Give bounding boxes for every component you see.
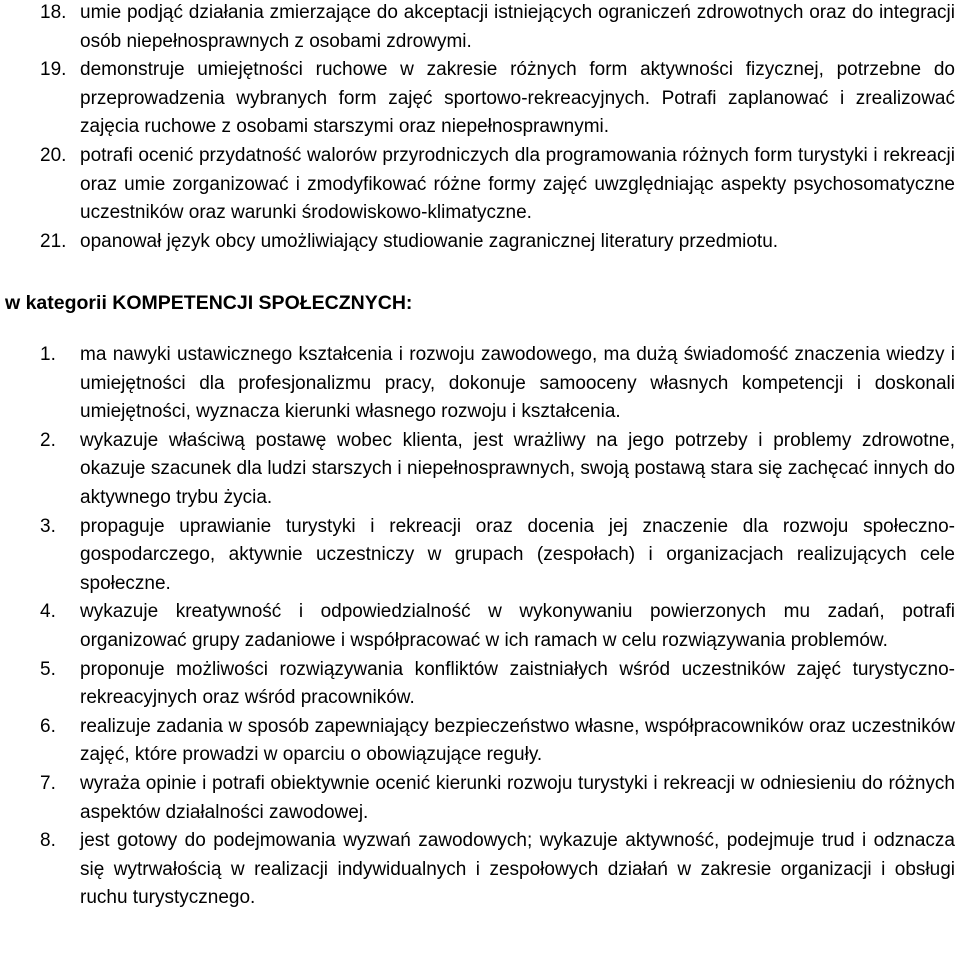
numbered-list [0, 341, 960, 913]
list-item-text: umie podjąć działania zmierzające do akceptacji istniejących ograniczeń zdrowotnych oraz do integracji osób niepełnosprawnych z osobami zdrowymi. [80, 2, 955, 52]
list-item-text: wykazuje kreatywność i odpowiedzialność w wykonywaniu powierzonych mu zadań, potrafi organizować grupy zadaniowe i współpracować w ich ramach w celu rozwiązywania problemów. [80, 601, 955, 651]
list-item-text: realizuje zadania w sposób zapewniający bezpieczeństwo własne, współpracowników oraz uczestników zajęć, które prowadzi w oparciu o obowiązujące reguły. [80, 715, 955, 766]
list-item [0, 142, 960, 228]
list-item-number: 21. [40, 230, 67, 252]
list-item-number: 3. [40, 515, 56, 537]
list-item-number: 2. [40, 429, 56, 451]
list-item-text: proponuje możliwości rozwiązywania konfliktów zaistniałych wśród uczestników zajęć turystyczno-rekreacyjnych oraz wśród pracowników. [80, 658, 955, 709]
list-item-number: 20. [40, 144, 67, 166]
list-item [0, 0, 960, 56]
list-item [0, 513, 960, 599]
list-item-number: 7. [40, 772, 56, 794]
list-item [0, 56, 960, 142]
list-item-number: 5. [40, 658, 56, 680]
list-item-number: 6. [40, 715, 56, 737]
list-item-text: demonstruje umiejętności ruchowe w zakresie różnych form aktywności fizycznej, potrzebne do przeprowadzenia wybranych form zajęć sportowo-rekreacyjnych. Potrafi zaplanować i zrealizować zajęcia ruchowe z osobami starszymi oraz niepełnosprawnymi. [80, 59, 955, 138]
list-item-text: potrafi ocenić przydatność walorów przyrodniczych dla programowania różnych form turystyki i rekreacji oraz umie zorganizować i zmodyfikować różne formy zajęć uwzględniając aspekty psychosomatyczne uczestników oraz warunki środowiskowo-klimatyczne. [80, 144, 955, 224]
list-item-text: wykazuje właściwą postawę wobec klienta, jest wrażliwy na jego potrzeby i problemy zdrowotne, okazuje szacunek dla ludzi starszych i niepełnosprawnych, swoją postawą stara się zachęcać innych do aktywnego trybu życia. [80, 429, 955, 508]
competence-list-skills [0, 0, 960, 256]
list-item [0, 341, 960, 427]
list-item-number: 18. [40, 2, 67, 23]
list-item-text: propaguje uprawianie turystyki i rekreacji oraz docenia jej znaczenie dla rozwoju społeczno-gospodarczego, aktywnie uczestniczy w grupach (zespołach) i organizacjach realizujących cele społeczne. [80, 515, 955, 594]
list-item-number: 8. [40, 830, 56, 852]
section-heading [5, 290, 412, 316]
list-item-number: 19. [40, 59, 67, 81]
list-item [0, 713, 960, 770]
section-heading-prefix: w kategorii [5, 292, 113, 314]
list-item [0, 427, 960, 513]
list-item-number: 1. [40, 344, 56, 365]
list-item-text: opanował język obcy umożliwiający studiowanie zagranicznej literatury przedmiotu. [80, 230, 779, 252]
list-item-text: ma nawyki ustawicznego kształcenia i rozwoju zawodowego, ma dużą świadomość znaczenia wiedzy i umiejętności dla profesjonalizmu pracy, dokonuje samooceny własnych kompetencji i doskonali umiejętności, wyznacza kierunki własnego rozwoju i kształcenia. [80, 344, 955, 423]
list-item [0, 228, 960, 257]
list-item [0, 656, 960, 713]
list-item [0, 598, 960, 655]
section-heading-emphasis: KOMPETENCJI SPOŁECZNYCH: [112, 292, 413, 314]
list-item-text: jest gotowy do podejmowania wyzwań zawodowych; wykazuje aktywność, podejmuje trud i odznacza się wytrwałością w realizacji indywidualnych i zespołowych działań w zakresie organizacji i obsługi ruchu turystycznego. [80, 830, 955, 909]
competence-list-social [0, 341, 960, 913]
list-item [0, 770, 960, 827]
list-item-number: 4. [40, 601, 56, 623]
list-item [0, 827, 960, 913]
numbered-list [0, 0, 960, 256]
list-item-text: wyraża opinie i potrafi obiektywnie ocenić kierunki rozwoju turystyki i rekreacji w odniesieniu do różnych aspektów działalności zawodowej. [80, 772, 955, 823]
